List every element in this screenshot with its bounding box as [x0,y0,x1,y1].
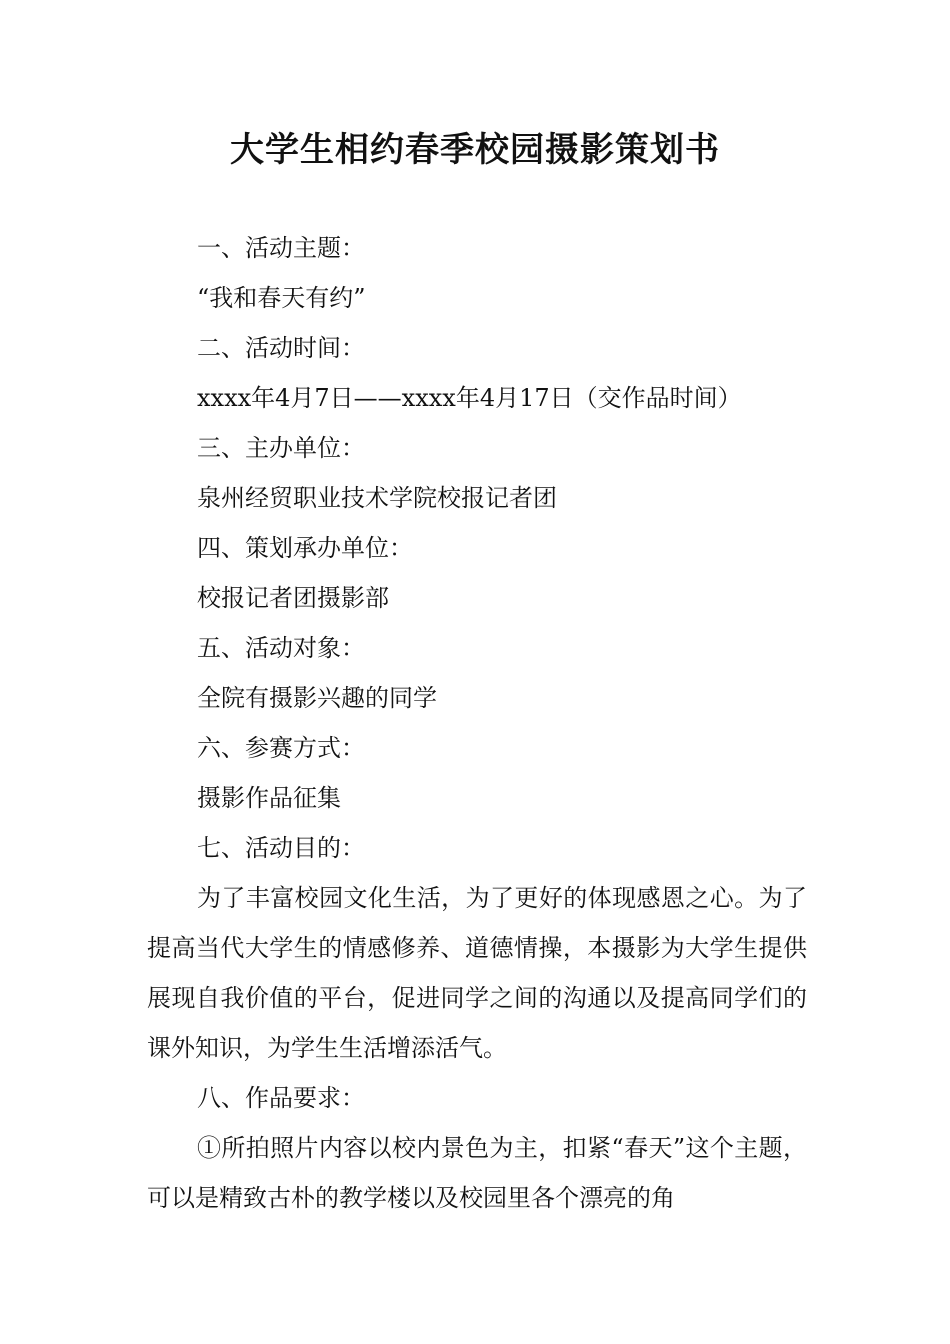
purpose-paragraph: 为了丰富校园文化生活，为了更好的体现感恩之心。为了提高当代大学生的情感修养、道德情操，本摄影为大学生提供展现自我价值的平台，促进同学之间的沟通以及提高同学们的课外知识，为学生生活增添活气。 [147,884,807,1062]
heading-target-audience: 五、活动对象： [197,634,365,662]
heading-requirements: 八、作品要求： [197,1084,365,1112]
heading-organizer: 三、主办单位： [197,434,365,462]
heading-purpose: 七、活动目的： [197,834,365,862]
heading-planner: 四、策划承办单位： [197,534,413,562]
organizer-value: 泉州经贸职业技术学院校报记者团 [197,484,557,512]
activity-time-value: xxxx年4月7日——xxxx年4月17日（交作品时间） [197,384,742,412]
activity-theme-value: “我和春天有约” [197,284,366,312]
heading-activity-theme: 一、活动主题： [197,234,365,262]
heading-participation: 六、参赛方式： [197,734,365,762]
requirements-paragraph: ①所拍照片内容以校内景色为主，扣紧“春天”这个主题，可以是精致古朴的教学楼以及校园里各个漂亮的角 [147,1134,807,1212]
heading-activity-time: 二、活动时间： [197,334,365,362]
target-audience-value: 全院有摄影兴趣的同学 [197,684,437,712]
planner-value: 校报记者团摄影部 [197,584,389,612]
participation-value: 摄影作品征集 [197,784,341,812]
document-title: 大学生相约春季校园摄影策划书 [230,130,720,170]
